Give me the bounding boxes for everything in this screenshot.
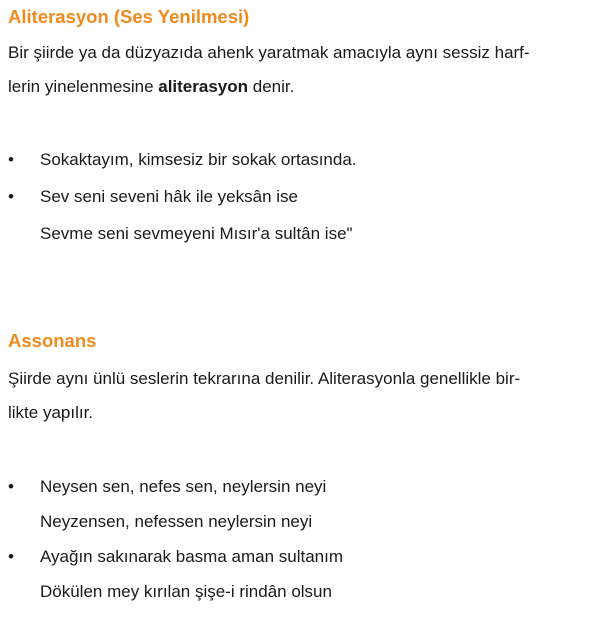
paragraph-line: Şiirde aynı ünlü seslerin tekrarına denilir. Aliterasyonla genellikle bir- xyxy=(8,369,521,388)
list-item-text: Sev seni seveni hâk ile yeksân ise xyxy=(40,187,298,206)
section-paragraph-assonans xyxy=(8,362,608,430)
list-item xyxy=(0,183,615,211)
section-title-aliterasyon: Aliterasyon (Ses Yenilmesi) xyxy=(8,6,250,27)
bullet-marker: • xyxy=(8,477,14,496)
section-paragraph-aliterasyon xyxy=(8,36,608,104)
paragraph-line: likte yapılır. xyxy=(8,403,94,422)
list-item-text: Neysen sen, nefes sen, neylersin neyi xyxy=(40,477,327,496)
section-title-assonans: Assonans xyxy=(8,330,97,351)
bullet-marker: • xyxy=(8,150,14,169)
list-item xyxy=(0,473,615,501)
paragraph-line xyxy=(8,70,608,104)
bold-term: aliterasyon xyxy=(158,77,249,96)
list-item xyxy=(0,543,615,571)
list-item-continuation xyxy=(0,220,615,248)
bullet-marker: • xyxy=(8,547,14,566)
list-item-text: Sevme seni sevmeyeni Mısır'a sultân ise" xyxy=(40,224,353,243)
paragraph-text: lerin yinelenmesine xyxy=(8,77,159,96)
list-item-text: Neyzensen, nefessen neylersin neyi xyxy=(40,512,313,531)
bullet-marker: • xyxy=(8,187,14,206)
list-item-continuation xyxy=(0,578,615,606)
list-item-text: Dökülen mey kırılan şişe-i rindân olsun xyxy=(40,582,332,601)
paragraph-text: denir. xyxy=(248,77,295,96)
list-item-text: Ayağın sakınarak basma aman sultanım xyxy=(40,547,344,566)
paragraph-line: Bir şiirde ya da düzyazıda ahenk yaratmak amacıyla aynı sessiz harf- xyxy=(8,43,530,62)
list-item-text: Sokaktayım, kimsesiz bir sokak ortasında. xyxy=(40,150,357,169)
list-item xyxy=(0,146,615,174)
list-item-continuation xyxy=(0,508,615,536)
